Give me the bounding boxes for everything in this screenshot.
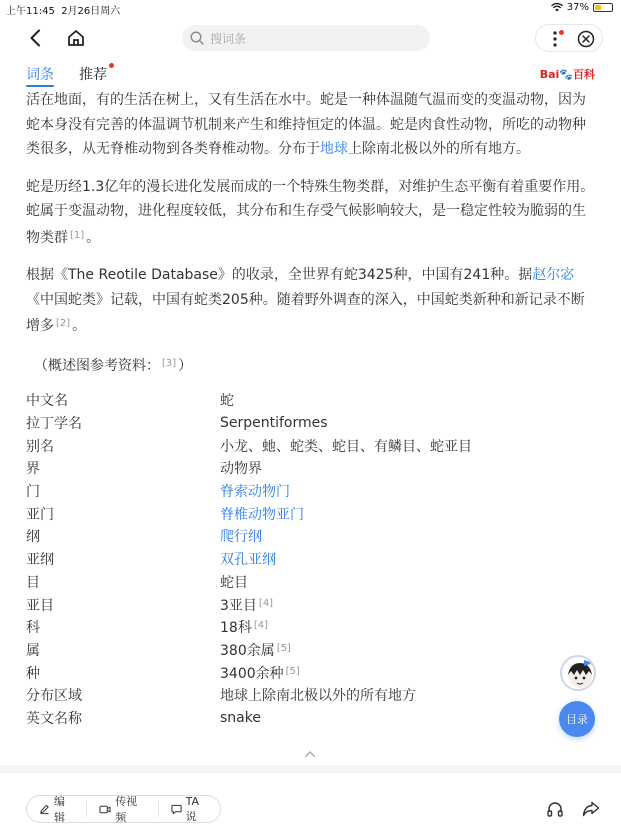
battery-fill: [595, 5, 601, 10]
link-chordata[interactable]: 脊索动物门: [220, 484, 290, 501]
info-row: 纲 爬行纲: [26, 525, 586, 548]
info-row: 目 蛇目: [26, 574, 248, 591]
reference-5[interactable]: [5]: [285, 665, 300, 677]
link-vertebrata[interactable]: 脊椎动物亚门: [220, 506, 304, 523]
battery-icon: [593, 3, 613, 12]
capsule-menu: [535, 24, 603, 52]
info-row: 界 动物界: [26, 461, 262, 478]
more-button[interactable]: [546, 29, 564, 49]
video-camera-icon: [99, 804, 111, 815]
ta-comment-button[interactable]: TA说: [158, 801, 220, 817]
speech-bubble-icon: [171, 803, 182, 815]
more-notification-dot: [559, 30, 564, 35]
search-placeholder: 搜词条: [210, 31, 247, 46]
info-row: 科 18科 [4]: [26, 620, 268, 637]
baidu-baike-logo[interactable]: Bai🐾百科: [539, 68, 595, 81]
info-row: 英文名称 snake: [26, 709, 261, 727]
home-button[interactable]: [64, 26, 88, 50]
info-row: 拉丁学名 Serpentiformes: [26, 415, 328, 433]
status-time: 上午11:45 2月26日周六: [6, 6, 121, 17]
paragraph-2: 蛇是历经1.3亿年的漫长进化发展而成的一个特殊生物类群，对维护生态平衡有着重要作用。蛇属于变温动物，进化程度较低，其分布和生存受气候影响较大，是一稳定性较为脆弱的生物类群 [1] 。: [26, 178, 595, 246]
tab-entry[interactable]: 词条: [26, 67, 54, 83]
link-diapsida[interactable]: 双孔亚纲: [220, 552, 276, 569]
share-icon: [582, 801, 600, 817]
bottom-bar: [0, 782, 621, 828]
link-earth[interactable]: 地球: [320, 141, 348, 157]
info-row: 属 380余属 [5]: [26, 642, 291, 659]
chevron-up-icon: [304, 750, 316, 758]
back-arrow-icon: [29, 29, 41, 47]
info-row: 门 脊索动物门: [26, 480, 586, 503]
info-row: 亚纲 双孔亚纲: [26, 548, 586, 571]
listen-button[interactable]: [544, 798, 566, 820]
section-divider: [0, 765, 621, 773]
top-nav: [0, 20, 621, 56]
tab-bar: [0, 60, 621, 88]
reference-1[interactable]: [1]: [70, 229, 85, 241]
reference-4[interactable]: [4]: [258, 597, 274, 609]
search-icon: [190, 31, 204, 45]
collapse-button[interactable]: [304, 748, 316, 761]
status-bar: [0, 0, 621, 16]
paragraph-3: 根据《The Reotile Database》的收录，全世界有蛇3425种，中国有241种。据赵尔宓《中国蛇类》记载，中国有蛇类205种。随着野外调查的深入，中国蛇类新种和新记录不断增多 [2] 。: [26, 267, 585, 334]
reference-2[interactable]: [2]: [56, 318, 71, 329]
close-button[interactable]: [576, 29, 596, 49]
search-input[interactable]: [182, 25, 430, 51]
share-button[interactable]: [580, 798, 602, 820]
info-row: 别名 小龙、虵、蛇类、蛇目、有鳞目、蛇亚目: [26, 438, 472, 455]
battery-percent: 37%: [566, 2, 589, 13]
info-row: 分布区域 地球上除南北极以外的所有地方: [26, 688, 416, 705]
paw-icon: 🐾: [559, 68, 573, 81]
close-circle-icon: [577, 30, 595, 48]
info-row: 亚门 脊椎动物亚门: [26, 502, 586, 525]
assistant-avatar[interactable]: [560, 655, 596, 691]
headphones-icon: [546, 800, 564, 818]
link-reptilia[interactable]: 爬行纲: [220, 529, 262, 546]
info-box: [26, 389, 586, 729]
tab-recommend[interactable]: 推荐: [79, 67, 107, 83]
active-tab-indicator: [26, 85, 54, 87]
article-body: [26, 88, 596, 391]
toc-button[interactable]: 目录: [559, 701, 595, 737]
reference-3[interactable]: [3]: [162, 357, 177, 369]
wifi-icon: [551, 3, 563, 12]
status-right: [551, 2, 613, 13]
link-zhao-ermi[interactable]: 赵尔宓: [532, 267, 575, 283]
more-vertical-icon: [553, 31, 557, 47]
reference-4[interactable]: [4]: [253, 620, 268, 632]
home-icon: [67, 29, 85, 47]
edit-button[interactable]: 编辑: [27, 801, 86, 817]
recommend-notification-dot: [109, 63, 114, 68]
reference-5[interactable]: [5]: [276, 642, 291, 654]
paragraph-1: 活在地面，有的生活在树上，又有生活在水中。蛇是一种体温随气温而变的变温动物，因为蛇本身没有完善的体温调节机制来产生和维持恒定的体温。蛇是肉食性动物，所吃的动物种类很多，从无脊椎动物到各类脊椎动物。分布于地球上除南北极以外的所有地方。: [26, 92, 586, 157]
back-button[interactable]: [24, 26, 46, 50]
info-row: 亚目 3亚目 [4]: [26, 597, 274, 614]
info-row: 种 3400余种 [5]: [26, 665, 300, 682]
upload-video-button[interactable]: 传视频: [86, 801, 157, 817]
image-caption: （概述图参考资料： [3] ）: [34, 357, 193, 374]
action-pill: [26, 795, 221, 823]
info-row: 中文名 蛇: [26, 393, 234, 410]
cartoon-avatar-icon: [562, 657, 596, 691]
pencil-icon: [39, 803, 50, 815]
